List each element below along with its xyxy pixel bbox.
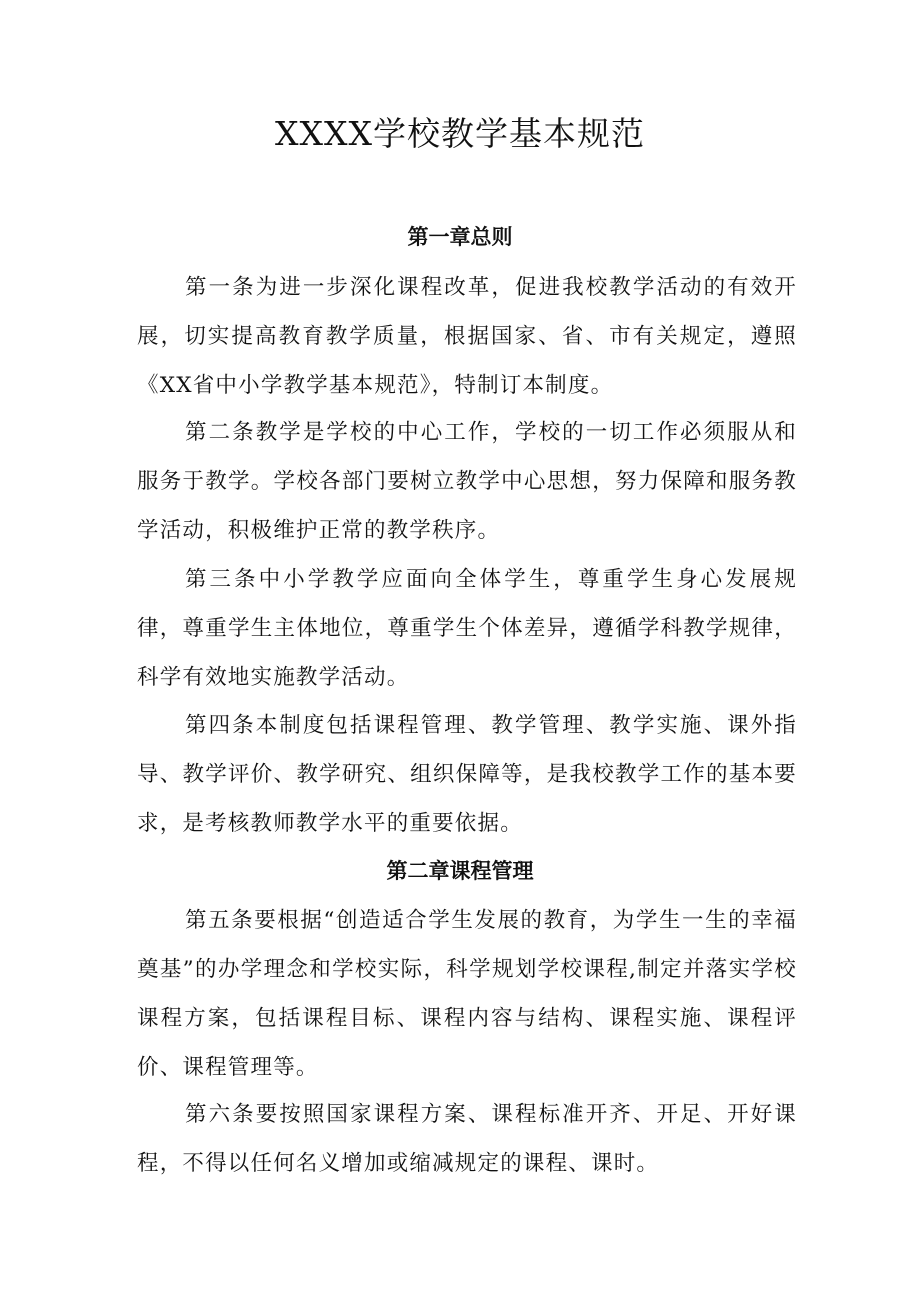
article-paragraph: 第三条中小学教学应面向全体学生，尊重学生身心发展规律，尊重学生主体地位，尊重学生个体差异，遵循学科教学规律，科学有效地实施教学活动。: [137, 567, 797, 690]
chapter-heading: 第一章总则: [407, 225, 513, 249]
article-paragraph: 第二条教学是学校的中心工作，学校的一切工作必须服从和服务于教学。学校各部门要树立教学中心思想，努力保障和服务教学活动，积极维护正常的教学秩序。: [137, 420, 797, 543]
article-paragraph: 第四条本制度包括课程管理、教学管理、教学实施、课外指导、教学评价、教学研究、组织保障等，是我校教学工作的基本要求，是考核教师教学水平的重要依据。: [137, 713, 797, 836]
article-paragraph: 第六条要按照国家课程方案、课程标准开齐、开足、开好课程，不得以任何名义增加或缩减规定的课程、课时。: [137, 1102, 797, 1176]
chapter-heading: 第二章课程管理: [386, 859, 534, 883]
document-title: XXXX学校教学基本规范: [275, 114, 645, 153]
article-paragraph: 第五条要根据“创造适合学生发展的教育，为学生一生的幸福奠基”的办学理念和学校实际，科学规划学校课程,制定并落实学校课程方案，包括课程目标、课程内容与结构、课程实施、课程评价、课程管理等。: [137, 908, 797, 1080]
article-paragraph: 第一条为进一步深化课程改革，促进我校教学活动的有效开展，切实提高教育教学质量，根据国家、省、市有关规定，遵照《XX省中小学教学基本规范》，特制订本制度。: [137, 275, 797, 398]
